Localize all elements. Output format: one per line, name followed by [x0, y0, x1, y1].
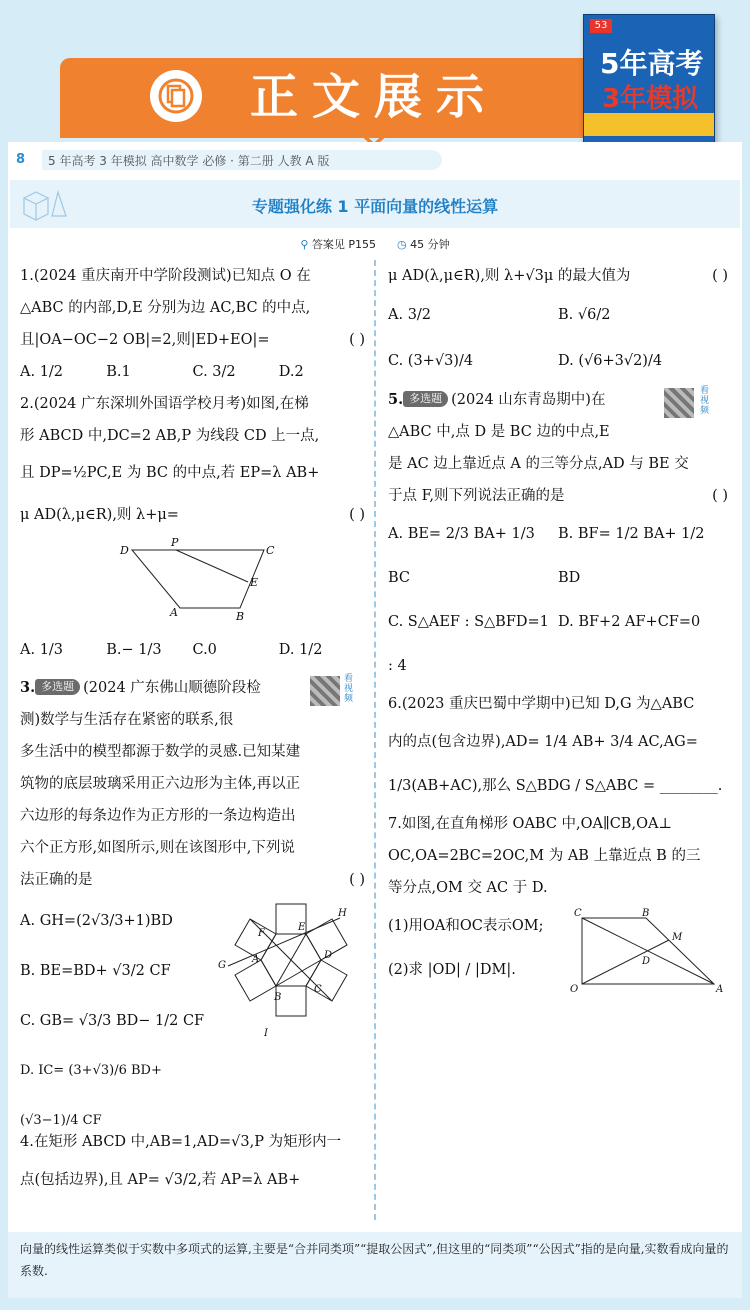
page-number: 8 [16, 152, 26, 167]
multi-choice-tag: 多选题 [403, 391, 448, 407]
q6-line: 内的点(包含边界),AD= 1/4 AB+ 3/4 AC,AG= [388, 734, 698, 750]
option[interactable]: C. 3/2 [192, 364, 236, 380]
q3-line: 多生活中的模型都源于数学的灵感.已知某建 [20, 744, 301, 760]
q3-line: 3. 多选题 (2024 广东佛山顺德阶段检 看视频 [20, 672, 365, 704]
search-icon: ⚲ [300, 238, 309, 251]
option[interactable]: A. 3/2 [388, 307, 432, 323]
label-M: M [672, 932, 683, 943]
q1-line: 1.(2024 重庆南开中学阶段测试)已知点 O 在 [20, 268, 311, 284]
q7-line: 7.如图,在直角梯形 OABC 中,OA∥CB,OA⊥ [388, 816, 673, 832]
book-title-2: 3年模拟 [602, 84, 699, 114]
q4-options [388, 292, 728, 338]
q2-line: 且 DP=½PC,E 为 BC 的中点,若 EP=λ AB+ [20, 465, 320, 481]
q5-options [388, 512, 728, 600]
option[interactable]: B.1 [106, 364, 131, 380]
label-D: D [120, 544, 129, 557]
q1-options [20, 356, 365, 388]
label-I: I [264, 1028, 268, 1039]
option[interactable]: A. 1/2 [20, 364, 64, 380]
option[interactable]: C. GB= √3/3 BD− 1/2 CF [20, 1013, 205, 1029]
label-B: B [642, 908, 650, 919]
q2-line: μ AD(λ,μ∈R),则 λ+μ= ( ) [20, 507, 365, 523]
trapezoid-figure [20, 536, 360, 628]
q5-line: 于点 F,则下列说法正确的是 ( ) [388, 488, 728, 504]
q1-line: △ABC 的内部,D,E 分别为边 AC,BC 的中点, [20, 300, 311, 316]
answer-ref: 答案见 P155 [311, 238, 377, 251]
option[interactable]: B. BF= 1/2 BA+ 1/2 BD [558, 526, 705, 586]
label-D: D [642, 956, 651, 967]
label-H: H [338, 908, 347, 919]
clock-icon: ◷ [397, 238, 407, 251]
q4-line: 4.在矩形 ABCD 中,AB=1,AD=√3,P 为矩形内一 [20, 1134, 342, 1150]
label-C: C [266, 544, 275, 557]
section-meta [0, 236, 750, 252]
q7-part-1: (1)用OA和OC表示OM; [388, 918, 544, 934]
label-A: A [716, 984, 724, 995]
label-F: F [258, 928, 265, 939]
running-title: 5 年高考 3 年模拟 高中数学 必修 · 第二册 人教 A 版 [48, 154, 330, 168]
label-A: A [252, 954, 260, 965]
q3-block [20, 896, 365, 1126]
option[interactable]: C.0 [192, 642, 217, 658]
option[interactable]: A. 1/3 [20, 642, 64, 658]
option[interactable]: B.− 1/3 [106, 642, 162, 658]
q3-options [20, 896, 210, 1146]
option[interactable]: D. BF+2 AF+CF=0 [558, 614, 701, 630]
q3-line: 法正确的是 ( ) [20, 872, 365, 888]
hexagon-squares-figure [216, 896, 366, 1046]
q5-options [388, 600, 728, 688]
q6-line: 6.(2023 重庆巴蜀中学期中)已知 D,G 为△ABC [388, 696, 695, 712]
q4-line: μ AD(λ,μ∈R),则 λ+√3μ 的最大值为 ( ) [388, 268, 728, 284]
right-trapezoid-figure [568, 906, 728, 996]
q3-line: 六个正方形,如图所示,则在该图形中,下列说 [20, 840, 295, 856]
right-column [388, 260, 728, 1014]
watch-video-label: 看视频 [344, 674, 354, 704]
left-column [20, 260, 365, 1202]
column-divider [374, 260, 376, 1220]
option[interactable]: C. S△AEF : S△BFD=1 : 4 [388, 614, 549, 674]
label-A: A [170, 606, 178, 619]
q1-line: 且|OA−OC−2 OB|=2,则|ED+EO|= ( ) [20, 332, 365, 348]
option[interactable]: D. 1/2 [278, 642, 323, 658]
label-E: E [298, 922, 306, 933]
book-logo: 53 [590, 19, 612, 33]
footer-note: 向量的线性运算类似于实数中多项式的运算,主要是“合并同类项”“提取公因式”,但这里的“同类项”“公因式”指的是向量,实数看成向量的系数. [20, 1242, 729, 1278]
label-G: G [218, 960, 226, 971]
q7-subquestions [388, 904, 578, 992]
q2-options [20, 628, 365, 672]
option[interactable]: B. BE=BD+ √3/2 CF [20, 963, 171, 979]
q4-options [388, 338, 728, 384]
q7-line: 等分点,OM 交 AC 于 D. [388, 880, 548, 896]
time-limit: 45 分钟 [410, 238, 450, 251]
option[interactable]: B. √6/2 [558, 307, 611, 323]
q5-line: 5. 多选题 (2024 山东青岛期中)在 看视频 [388, 384, 728, 416]
label-O: O [570, 984, 579, 995]
q4-line: 点(包括边界),且 AP= √3/2,若 AP=λ AB+ [20, 1172, 301, 1188]
book-logo-icon [150, 70, 202, 122]
label-B: B [274, 992, 282, 1003]
q7-block [388, 904, 728, 1014]
option[interactable]: D.2 [278, 364, 304, 380]
q7-part-2: (2)求 |OD| / |DM|. [388, 962, 516, 978]
banner-title: 正文展示 [250, 69, 499, 125]
q5-line: 是 AC 边上靠近点 A 的三等分点,AD 与 BE 交 [388, 456, 689, 472]
option[interactable]: D. IC= (3+√3)/6 BD+ (√3−1)/4 CF [20, 1063, 162, 1128]
option[interactable]: A. GH=(2√3/3+1)BD [20, 913, 173, 929]
section-title: 专题强化练 1 平面向量的线性运算 [251, 197, 499, 216]
q2-line: 2.(2024 广东深圳外国语学校月考)如图,在梯 [20, 396, 309, 412]
label-P: P [171, 536, 179, 549]
q3-line: 六边形的每条边作为正方形的一条边构造出 [20, 808, 296, 824]
label-E: E [250, 576, 259, 589]
q3-line: 测)数学与生活存在紧密的联系,很 [20, 712, 234, 728]
q7-line: OC,OA=2BC=2OC,M 为 AB 上靠近点 B 的三 [388, 848, 701, 864]
label-B: B [236, 610, 245, 623]
qr-code-icon[interactable] [664, 388, 694, 418]
qr-code-icon[interactable] [310, 676, 340, 706]
option[interactable]: A. BE= 2/3 BA+ 1/3 BC [388, 526, 535, 586]
label-C: C [574, 908, 582, 919]
multi-choice-tag: 多选题 [35, 679, 80, 695]
label-D: D [324, 950, 333, 961]
watch-video-label: 看视频 [700, 386, 710, 416]
q6-line: 1/3(AB+AC),那么 S△BDG / S△ABC = ________. [388, 778, 723, 794]
q2-line: 形 ABCD 中,DC=2 AB,P 为线段 CD 上一点, [20, 428, 320, 444]
q5-line: △ABC 中,点 D 是 BC 边的中点,E [388, 424, 610, 440]
book-title-1: 5年高考 [600, 47, 704, 80]
q3-line: 筑物的底层玻璃采用正六边形为主体,再以正 [20, 776, 301, 792]
option[interactable]: D. (√6+3√2)/4 [558, 353, 663, 369]
option[interactable]: C. (3+√3)/4 [388, 353, 474, 369]
label-C: C [314, 984, 322, 995]
